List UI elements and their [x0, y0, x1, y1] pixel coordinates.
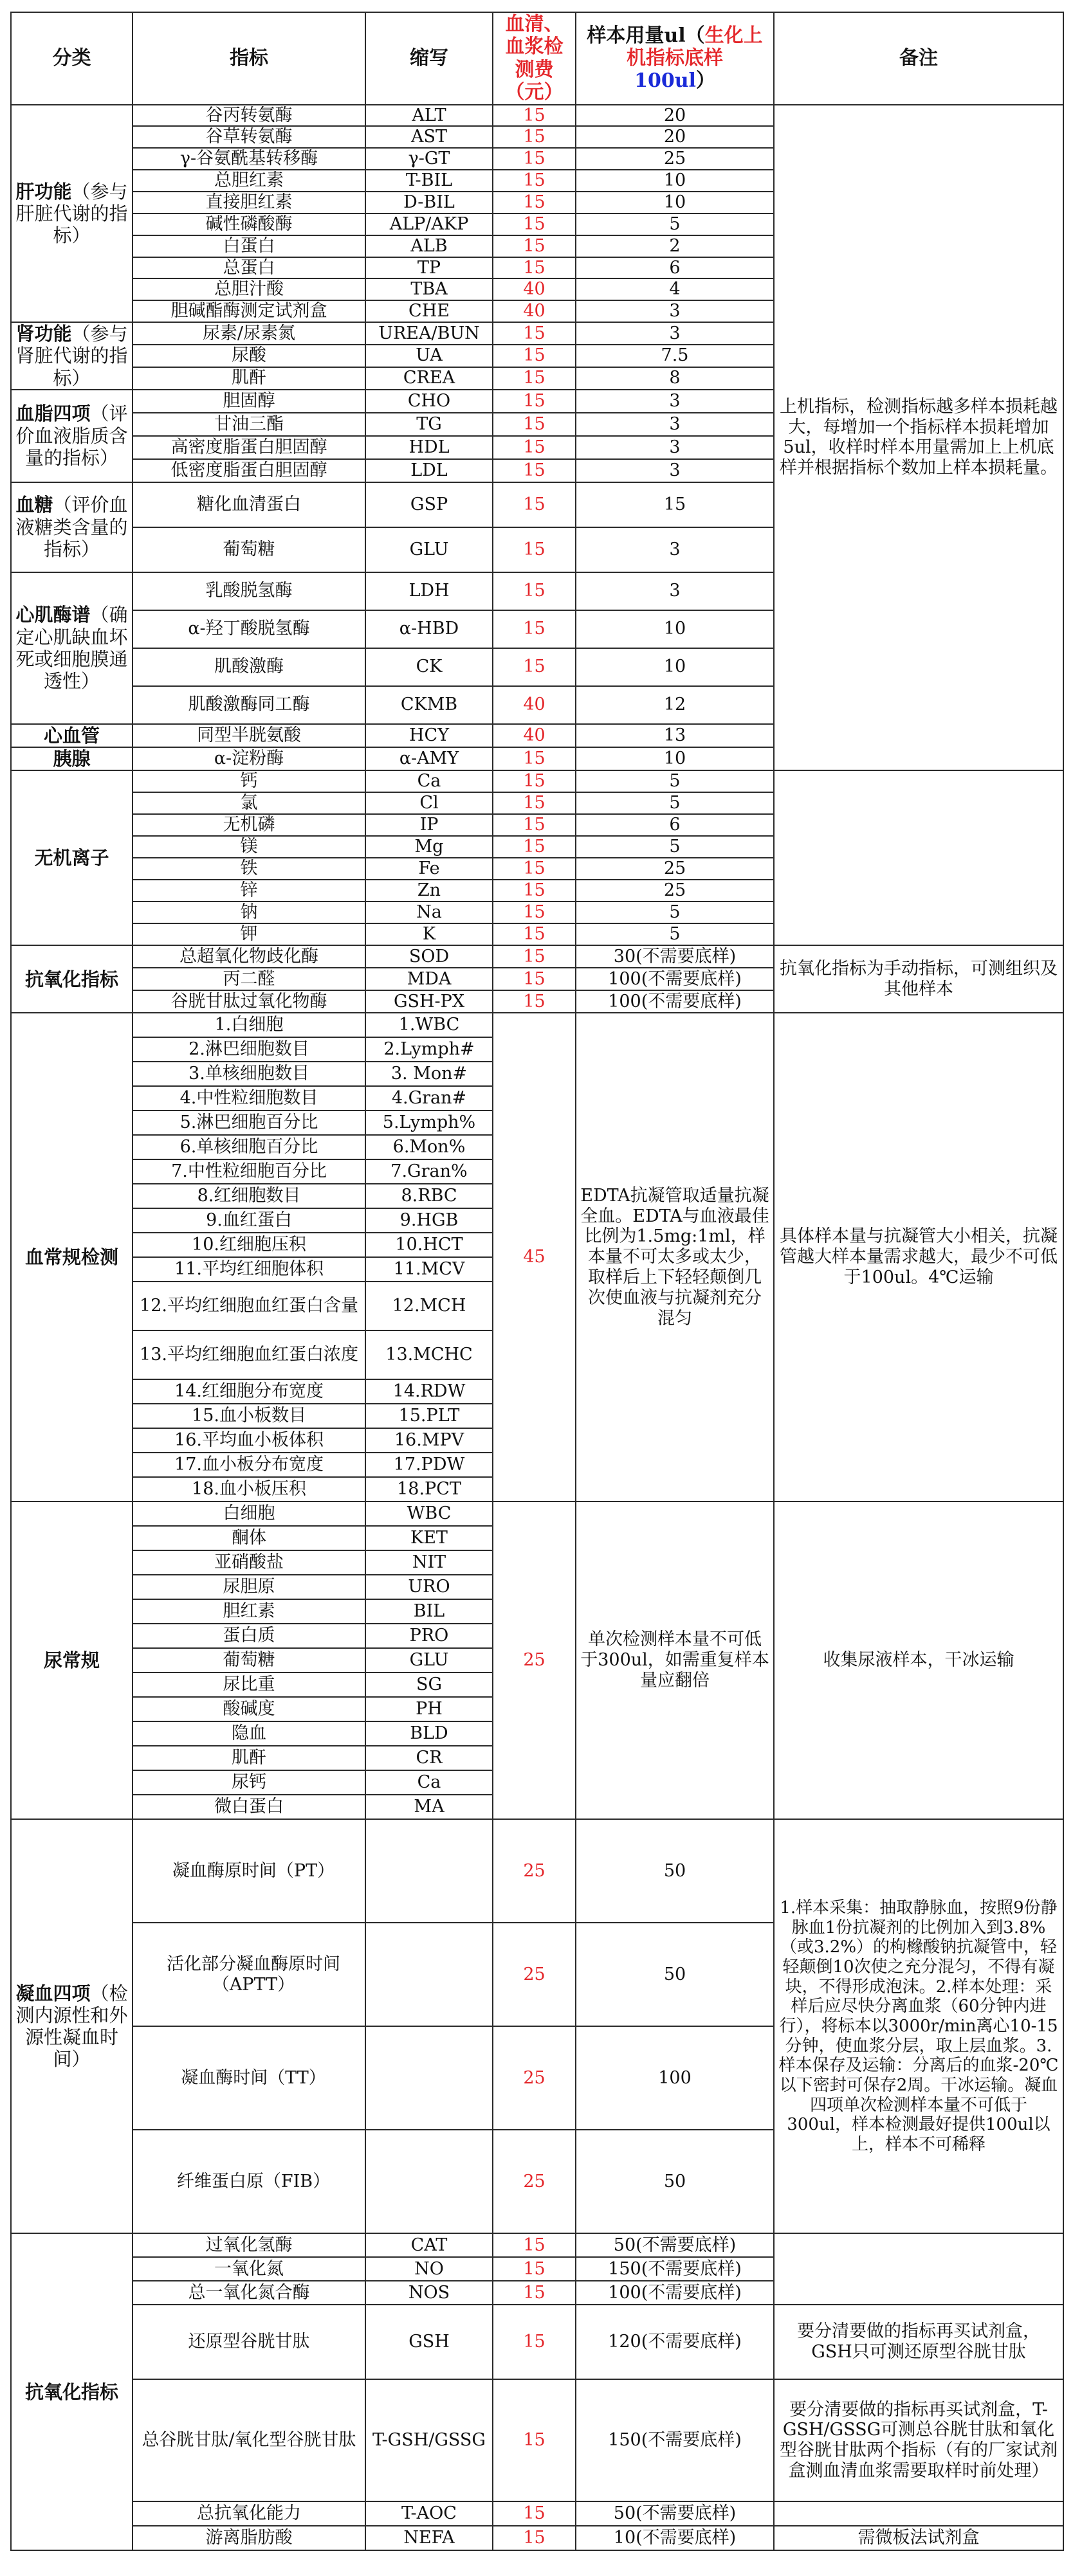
anti-indicator-name: 一氧化氮 — [133, 2257, 365, 2281]
blood-indicator-abbr: 10.HCT — [365, 1233, 493, 1257]
indicator-name: 总胆汁酸 — [133, 278, 365, 300]
blood-indicator-name: 1.白细胞 — [133, 1013, 365, 1037]
indicator-abbr: HCY — [365, 724, 493, 747]
urine-indicator-abbr: MA — [365, 1795, 493, 1819]
blood-indicator-name: 12.平均红细胞血红蛋白含量 — [133, 1282, 365, 1330]
indicator-sample: 3 — [576, 300, 774, 322]
blood-indicator-abbr: 12.MCH — [365, 1282, 493, 1330]
anti-indicator-abbr: NOS — [365, 2281, 493, 2305]
indicator-abbr: MDA — [365, 968, 493, 990]
blood-sample: EDTA抗凝管取适量抗凝全血。EDTA与血液最佳比例为1.5mg:1ml，样本量不可太多或太少，取样后上下轻轻颠倒几次使血液与抗凝剂充分混匀 — [576, 1013, 774, 1501]
indicator-abbr: SOD — [365, 945, 493, 968]
blood-indicator-name: 9.血红蛋白 — [133, 1208, 365, 1233]
indicator-fee: 15 — [493, 390, 576, 413]
indicator-name: 镁 — [133, 836, 365, 858]
indicator-abbr: Fe — [365, 858, 493, 880]
indicator-fee: 15 — [493, 367, 576, 390]
indicator-fee: 15 — [493, 648, 576, 686]
urine-indicator-abbr: WBC — [365, 1501, 493, 1526]
category-anti1: 抗氧化指标 — [11, 945, 133, 1013]
category-liver: 肝功能（参与肝脏代谢的指标） — [11, 105, 133, 323]
indicator-sample: 5 — [576, 923, 774, 945]
category-vessel: 心血管 — [11, 724, 133, 747]
indicator-fee: 15 — [493, 747, 576, 770]
indicator-abbr: UA — [365, 345, 493, 367]
anti-indicator-fee: 15 — [493, 2281, 576, 2305]
indicator-abbr: α-HBD — [365, 610, 493, 648]
indicator-name: 同型半胱氨酸 — [133, 724, 365, 747]
indicator-sample: 3 — [576, 436, 774, 459]
blood-indicator-name: 17.血小板分布宽度 — [133, 1453, 365, 1477]
coag-indicator-abbr — [365, 2026, 493, 2130]
note-gsh: 要分清要做的指标再买试剂盒，GSH只可测还原型谷胱甘肽 — [774, 2305, 1063, 2379]
blood-indicator-name: 15.血小板数目 — [133, 1404, 365, 1428]
indicator-sample: 5 — [576, 770, 774, 792]
anti-indicator-sample: 150(不需要底样) — [576, 2257, 774, 2281]
indicator-abbr: GSH-PX — [365, 990, 493, 1013]
indicator-abbr: D-BIL — [365, 192, 493, 213]
blood-indicator-abbr: 1.WBC — [365, 1013, 493, 1037]
indicator-sample: 5 — [576, 792, 774, 814]
indicator-fee: 15 — [493, 527, 576, 572]
indicator-abbr: CHO — [365, 390, 493, 413]
indicator-name: 葡萄糖 — [133, 527, 365, 572]
indicator-fee: 15 — [493, 482, 576, 527]
indicator-abbr: AST — [365, 126, 493, 148]
urine-indicator-name: 尿胆原 — [133, 1575, 365, 1599]
indicator-abbr: Na — [365, 902, 493, 923]
indicator-abbr: α-AMY — [365, 747, 493, 770]
anti-indicator-name: 总抗氧化能力 — [133, 2501, 365, 2526]
indicator-fee: 15 — [493, 148, 576, 170]
indicator-abbr: Cl — [365, 792, 493, 814]
urine-indicator-name: 白细胞 — [133, 1501, 365, 1526]
indicator-fee: 15 — [493, 572, 576, 610]
indicator-name: α-羟丁酸脱氢酶 — [133, 610, 365, 648]
blood-indicator-abbr: 4.Gran# — [365, 1086, 493, 1111]
coag-indicator-sample: 50 — [576, 1819, 774, 1923]
indicator-sample: 10 — [576, 610, 774, 648]
indicator-name: 胆固醇 — [133, 390, 365, 413]
category-urine: 尿常规 — [11, 1501, 133, 1819]
anti-indicator-name: 总谷胱甘肽/氧化型谷胱甘肽 — [133, 2379, 365, 2501]
indicator-sample: 100(不需要底样) — [576, 990, 774, 1013]
indicator-name: 总超氧化物歧化酶 — [133, 945, 365, 968]
indicator-sample: 3 — [576, 572, 774, 610]
blood-indicator-name: 2.淋巴细胞数目 — [133, 1037, 365, 1062]
indicator-sample: 25 — [576, 858, 774, 880]
indicator-fee: 15 — [493, 126, 576, 148]
indicator-abbr: ALB — [365, 235, 493, 257]
indicator-fee: 40 — [493, 686, 576, 724]
indicator-fee: 15 — [493, 770, 576, 792]
coag-indicator-name: 活化部分凝血酶原时间（APTT） — [133, 1923, 365, 2026]
indicator-fee: 15 — [493, 170, 576, 192]
indicator-sample: 3 — [576, 459, 774, 482]
urine-indicator-name: 胆红素 — [133, 1599, 365, 1624]
coag-indicator-name: 凝血酶时间（TT） — [133, 2026, 365, 2130]
blood-indicator-abbr: 3. Mon# — [365, 1062, 493, 1086]
coag-indicator-fee: 25 — [493, 1819, 576, 1923]
blood-indicator-name: 10.红细胞压积 — [133, 1233, 365, 1257]
blood-indicator-abbr: 16.MPV — [365, 1428, 493, 1453]
indicator-name: 谷草转氨酶 — [133, 126, 365, 148]
note-anti2-empty — [774, 2233, 1063, 2305]
anti-indicator-name: 总一氧化氮合酶 — [133, 2281, 365, 2305]
coag-indicator-sample: 50 — [576, 2130, 774, 2233]
indicator-fee: 15 — [493, 413, 576, 436]
coag-indicator-sample: 50 — [576, 1923, 774, 2026]
indicator-abbr: LDH — [365, 572, 493, 610]
indicator-name: 总蛋白 — [133, 257, 365, 279]
blood-indicator-abbr: 2.Lymph# — [365, 1037, 493, 1062]
urine-indicator-name: 亚硝酸盐 — [133, 1550, 365, 1575]
indicator-abbr: Ca — [365, 770, 493, 792]
indicator-sample: 13 — [576, 724, 774, 747]
urine-indicator-abbr: PH — [365, 1697, 493, 1721]
indicator-fee: 15 — [493, 836, 576, 858]
indicator-fee: 15 — [493, 792, 576, 814]
indicator-abbr: Zn — [365, 880, 493, 902]
note-biochem: 上机指标，检测指标越多样本损耗越大，每增加一个指标样本损耗增加5ul，收样时样本用量需加上上机底样并根据指标个数加上样本损耗量。 — [774, 105, 1063, 771]
indicator-sample: 2 — [576, 235, 774, 257]
anti-indicator-sample: 100(不需要底样) — [576, 2281, 774, 2305]
table-header-row — [11, 12, 1063, 105]
blood-indicator-abbr: 11.MCV — [365, 1257, 493, 1282]
urine-indicator-abbr: BLD — [365, 1721, 493, 1746]
indicator-name: 低密度脂蛋白胆固醇 — [133, 459, 365, 482]
urine-indicator-abbr: KET — [365, 1526, 493, 1550]
category-blood: 血常规检测 — [11, 1013, 133, 1501]
indicator-sample: 5 — [576, 902, 774, 923]
indicator-abbr: K — [365, 923, 493, 945]
indicator-sample: 10 — [576, 192, 774, 213]
blood-indicator-abbr: 9.HGB — [365, 1208, 493, 1233]
indicator-sample: 4 — [576, 278, 774, 300]
table-row — [11, 1501, 1063, 1526]
header-abbr: 缩写 — [365, 12, 493, 105]
indicator-abbr: IP — [365, 814, 493, 836]
urine-fee: 25 — [493, 1501, 576, 1819]
urine-indicator-name: 酸碱度 — [133, 1697, 365, 1721]
table-row — [11, 2379, 1063, 2501]
anti-indicator-abbr: CAT — [365, 2233, 493, 2257]
urine-indicator-abbr: Ca — [365, 1770, 493, 1795]
blood-indicator-abbr: 14.RDW — [365, 1379, 493, 1404]
note-taoc-empty — [774, 2501, 1063, 2526]
indicator-fee: 15 — [493, 945, 576, 968]
indicator-sample: 25 — [576, 880, 774, 902]
note-tgsh: 要分清要做的指标再买试剂盒，T-GSH/GSSG可测总谷胱甘肽和氧化型谷胱甘肽两个指标（有的厂家试剂盒测血清血浆需要取样时前处理） — [774, 2379, 1063, 2501]
indicator-abbr: T-BIL — [365, 170, 493, 192]
indicator-fee: 15 — [493, 610, 576, 648]
anti-indicator-name: 还原型谷胱甘肽 — [133, 2305, 365, 2379]
indicator-sample: 5 — [576, 213, 774, 235]
category-pancreas: 胰腺 — [11, 747, 133, 770]
urine-indicator-name: 蛋白质 — [133, 1624, 365, 1648]
coag-indicator-fee: 25 — [493, 2130, 576, 2233]
indicator-fee: 15 — [493, 192, 576, 213]
indicator-name: 尿酸 — [133, 345, 365, 367]
indicator-name: 锌 — [133, 880, 365, 902]
header-sample: 样本用量ul（生化上机指标底样 100ul） — [576, 12, 774, 105]
indicator-abbr: CREA — [365, 367, 493, 390]
coag-indicator-fee: 25 — [493, 2026, 576, 2130]
indicator-abbr: Mg — [365, 836, 493, 858]
indicator-fee: 15 — [493, 968, 576, 990]
coag-indicator-name: 纤维蛋白原（FIB） — [133, 2130, 365, 2233]
indicator-sample: 10 — [576, 747, 774, 770]
urine-indicator-name: 微白蛋白 — [133, 1795, 365, 1819]
indicator-name: 胆碱酯酶测定试剂盒 — [133, 300, 365, 322]
indicator-name: 铁 — [133, 858, 365, 880]
urine-sample: 单次检测样本量不可低于300ul，如需重复样本量应翻倍 — [576, 1501, 774, 1819]
indicator-sample: 10 — [576, 648, 774, 686]
urine-indicator-abbr: CR — [365, 1746, 493, 1770]
blood-indicator-name: 4.中性粒细胞数目 — [133, 1086, 365, 1111]
indicator-fee: 15 — [493, 858, 576, 880]
note-coag: 1.样本采集：抽取静脉血，按照9份静脉血1份抗凝剂的比例加入到3.8%（或3.2%）的枸橼酸钠抗凝管中，轻轻颠倒10次使之充分混匀，不得有凝块，不得形成泡沫。2.样本处理：采样后应尽快分离血浆（60分钟内进行），将标本以3000r/min离心10-15分钟，使血浆分层，取上层血浆。3.样本保存及运输：分离后的血浆-20℃以下密封可保存2周。干冰运输。凝血四项单次检测样本量不可低于300ul，样本检测最好提供100ul以上，样本不可稀释 — [774, 1819, 1063, 2233]
blood-indicator-abbr: 15.PLT — [365, 1404, 493, 1428]
anti-indicator-name: 过氧化氢酶 — [133, 2233, 365, 2257]
indicator-name: 糖化血清蛋白 — [133, 482, 365, 527]
blood-indicator-name: 6.单核细胞百分比 — [133, 1135, 365, 1159]
anti-indicator-sample: 10(不需要底样) — [576, 2526, 774, 2550]
coag-indicator-fee: 25 — [493, 1923, 576, 2026]
indicator-name: 钠 — [133, 902, 365, 923]
table-row — [11, 2526, 1063, 2550]
indicator-fee: 15 — [493, 345, 576, 367]
indicator-abbr: TG — [365, 413, 493, 436]
note-nefa: 需微板法试剂盒 — [774, 2526, 1063, 2550]
anti-indicator-abbr: NO — [365, 2257, 493, 2281]
indicator-name: 高密度脂蛋白胆固醇 — [133, 436, 365, 459]
urine-indicator-name: 尿钙 — [133, 1770, 365, 1795]
indicator-sample: 6 — [576, 257, 774, 279]
indicator-abbr: ALP/AKP — [365, 213, 493, 235]
category-lipid: 血脂四项（评价血液脂质含量的指标） — [11, 390, 133, 482]
indicator-sample: 3 — [576, 322, 774, 345]
blood-indicator-name: 18.血小板压积 — [133, 1477, 365, 1501]
indicator-fee: 40 — [493, 300, 576, 322]
indicator-abbr: TP — [365, 257, 493, 279]
category-kidney: 肾功能（参与肾脏代谢的指标） — [11, 322, 133, 390]
category-coag: 凝血四项（检测内源性和外源性凝血时间） — [11, 1819, 133, 2233]
indicator-abbr: CKMB — [365, 686, 493, 724]
note-ion-empty — [774, 770, 1063, 945]
blood-fee: 45 — [493, 1013, 576, 1501]
anti-indicator-sample: 120(不需要底样) — [576, 2305, 774, 2379]
indicator-abbr: TBA — [365, 278, 493, 300]
indicator-name: 乳酸脱氢酶 — [133, 572, 365, 610]
indicator-fee: 15 — [493, 923, 576, 945]
table-row — [11, 2501, 1063, 2526]
table-row — [11, 945, 1063, 968]
anti-indicator-name: 游离脂肪酸 — [133, 2526, 365, 2550]
blood-indicator-name: 16.平均血小板体积 — [133, 1428, 365, 1453]
note-urine: 收集尿液样本，干冰运输 — [774, 1501, 1063, 1819]
indicator-name: 钾 — [133, 923, 365, 945]
urine-indicator-name: 尿比重 — [133, 1673, 365, 1697]
header-indicator: 指标 — [133, 12, 365, 105]
blood-indicator-abbr: 17.PDW — [365, 1453, 493, 1477]
category-ion: 无机离子 — [11, 770, 133, 945]
indicator-abbr: ALT — [365, 105, 493, 127]
anti-indicator-fee: 15 — [493, 2257, 576, 2281]
blood-indicator-abbr: 6.Mon% — [365, 1135, 493, 1159]
anti-indicator-abbr: NEFA — [365, 2526, 493, 2550]
urine-indicator-abbr: GLU — [365, 1648, 493, 1673]
table-row — [11, 1819, 1063, 1923]
indicator-abbr: LDL — [365, 459, 493, 482]
indicator-name: 总胆红素 — [133, 170, 365, 192]
urine-indicator-abbr: URO — [365, 1575, 493, 1599]
category-heart: 心肌酶谱（确定心肌缺血坏死或细胞膜通透性） — [11, 572, 133, 724]
indicator-fee: 40 — [493, 724, 576, 747]
indicator-fee: 15 — [493, 902, 576, 923]
indicator-sample: 8 — [576, 367, 774, 390]
coag-indicator-name: 凝血酶原时间（PT） — [133, 1819, 365, 1923]
note-blood: 具体样本量与抗凝管大小相关，抗凝管越大样本量需求越大，最少不可低于100ul。4℃运输 — [774, 1013, 1063, 1501]
indicator-abbr: CHE — [365, 300, 493, 322]
indicator-sample: 10 — [576, 170, 774, 192]
anti-indicator-fee: 15 — [493, 2501, 576, 2526]
indicator-name: 无机磷 — [133, 814, 365, 836]
category-anti2: 抗氧化指标 — [11, 2233, 133, 2550]
header-fee: 血清、血浆检测费（元） — [493, 12, 576, 105]
indicator-name: 碱性磷酸酶 — [133, 213, 365, 235]
indicator-name: 丙二醛 — [133, 968, 365, 990]
indicator-sample: 7.5 — [576, 345, 774, 367]
indicator-name: γ-谷氨酰基转移酶 — [133, 148, 365, 170]
indicator-name: 白蛋白 — [133, 235, 365, 257]
anti-indicator-fee: 15 — [493, 2305, 576, 2379]
blood-indicator-abbr: 13.MCHC — [365, 1330, 493, 1379]
blood-indicator-name: 3.单核细胞数目 — [133, 1062, 365, 1086]
blood-indicator-name: 7.中性粒细胞百分比 — [133, 1159, 365, 1184]
blood-indicator-abbr: 18.PCT — [365, 1477, 493, 1501]
indicator-sample: 12 — [576, 686, 774, 724]
urine-indicator-abbr: BIL — [365, 1599, 493, 1624]
blood-indicator-name: 14.红细胞分布宽度 — [133, 1379, 365, 1404]
indicator-sample: 30(不需要底样) — [576, 945, 774, 968]
table-row — [11, 2305, 1063, 2379]
indicator-abbr: γ-GT — [365, 148, 493, 170]
lab-test-table — [10, 12, 1064, 2551]
anti-indicator-abbr: T-AOC — [365, 2501, 493, 2526]
table-row — [11, 2233, 1063, 2257]
anti-indicator-sample: 50(不需要底样) — [576, 2501, 774, 2526]
urine-indicator-name: 葡萄糖 — [133, 1648, 365, 1673]
table-row — [11, 1013, 1063, 1037]
anti-indicator-fee: 15 — [493, 2379, 576, 2501]
indicator-sample: 3 — [576, 413, 774, 436]
indicator-sample: 3 — [576, 527, 774, 572]
blood-indicator-abbr: 7.Gran% — [365, 1159, 493, 1184]
note-anti1: 抗氧化指标为手动指标，可测组织及其他样本 — [774, 945, 1063, 1013]
blood-indicator-name: 5.淋巴细胞百分比 — [133, 1111, 365, 1135]
indicator-fee: 15 — [493, 880, 576, 902]
blood-indicator-abbr: 8.RBC — [365, 1184, 493, 1208]
indicator-sample: 5 — [576, 836, 774, 858]
indicator-name: α-淀粉酶 — [133, 747, 365, 770]
blood-indicator-abbr: 5.Lymph% — [365, 1111, 493, 1135]
indicator-sample: 25 — [576, 148, 774, 170]
coag-indicator-abbr — [365, 1819, 493, 1923]
urine-indicator-name: 肌酐 — [133, 1746, 365, 1770]
indicator-sample: 3 — [576, 390, 774, 413]
coag-indicator-sample: 100 — [576, 2026, 774, 2130]
indicator-fee: 15 — [493, 235, 576, 257]
indicator-sample: 15 — [576, 482, 774, 527]
indicator-name: 谷丙转氨酶 — [133, 105, 365, 127]
indicator-abbr: GLU — [365, 527, 493, 572]
indicator-name: 直接胆红素 — [133, 192, 365, 213]
indicator-fee: 15 — [493, 213, 576, 235]
header-remark: 备注 — [774, 12, 1063, 105]
indicator-name: 甘油三酯 — [133, 413, 365, 436]
header-category: 分类 — [11, 12, 133, 105]
indicator-abbr: GSP — [365, 482, 493, 527]
blood-indicator-name: 11.平均红细胞体积 — [133, 1257, 365, 1282]
indicator-sample: 6 — [576, 814, 774, 836]
indicator-abbr: HDL — [365, 436, 493, 459]
indicator-name: 肌酸激酶 — [133, 648, 365, 686]
blood-indicator-name: 8.红细胞数目 — [133, 1184, 365, 1208]
indicator-fee: 15 — [493, 990, 576, 1013]
table-row — [11, 105, 1063, 127]
anti-indicator-fee: 15 — [493, 2526, 576, 2550]
anti-indicator-abbr: T-GSH/GSSG — [365, 2379, 493, 2501]
urine-indicator-abbr: NIT — [365, 1550, 493, 1575]
indicator-name: 肌酐 — [133, 367, 365, 390]
urine-indicator-abbr: PRO — [365, 1624, 493, 1648]
indicator-name: 钙 — [133, 770, 365, 792]
blood-indicator-name: 13.平均红细胞血红蛋白浓度 — [133, 1330, 365, 1379]
indicator-fee: 15 — [493, 105, 576, 127]
anti-indicator-abbr: GSH — [365, 2305, 493, 2379]
urine-indicator-name: 酮体 — [133, 1526, 365, 1550]
indicator-abbr: CK — [365, 648, 493, 686]
urine-indicator-abbr: SG — [365, 1673, 493, 1697]
indicator-fee: 40 — [493, 278, 576, 300]
urine-indicator-name: 隐血 — [133, 1721, 365, 1746]
indicator-name: 肌酸激酶同工酶 — [133, 686, 365, 724]
indicator-name: 氯 — [133, 792, 365, 814]
anti-indicator-sample: 50(不需要底样) — [576, 2233, 774, 2257]
category-sugar: 血糖（评价血液糖类含量的指标） — [11, 482, 133, 572]
indicator-fee: 15 — [493, 257, 576, 279]
indicator-abbr: UREA/BUN — [365, 322, 493, 345]
indicator-sample: 100(不需要底样) — [576, 968, 774, 990]
indicator-fee: 15 — [493, 322, 576, 345]
indicator-fee: 15 — [493, 814, 576, 836]
coag-indicator-abbr — [365, 2130, 493, 2233]
indicator-sample: 20 — [576, 105, 774, 127]
anti-indicator-fee: 15 — [493, 2233, 576, 2257]
anti-indicator-sample: 150(不需要底样) — [576, 2379, 774, 2501]
indicator-fee: 15 — [493, 436, 576, 459]
indicator-name: 谷胱甘肽过氧化物酶 — [133, 990, 365, 1013]
indicator-name: 尿素/尿素氮 — [133, 322, 365, 345]
coag-indicator-abbr — [365, 1923, 493, 2026]
table-row — [11, 770, 1063, 792]
indicator-fee: 15 — [493, 459, 576, 482]
indicator-sample: 20 — [576, 126, 774, 148]
